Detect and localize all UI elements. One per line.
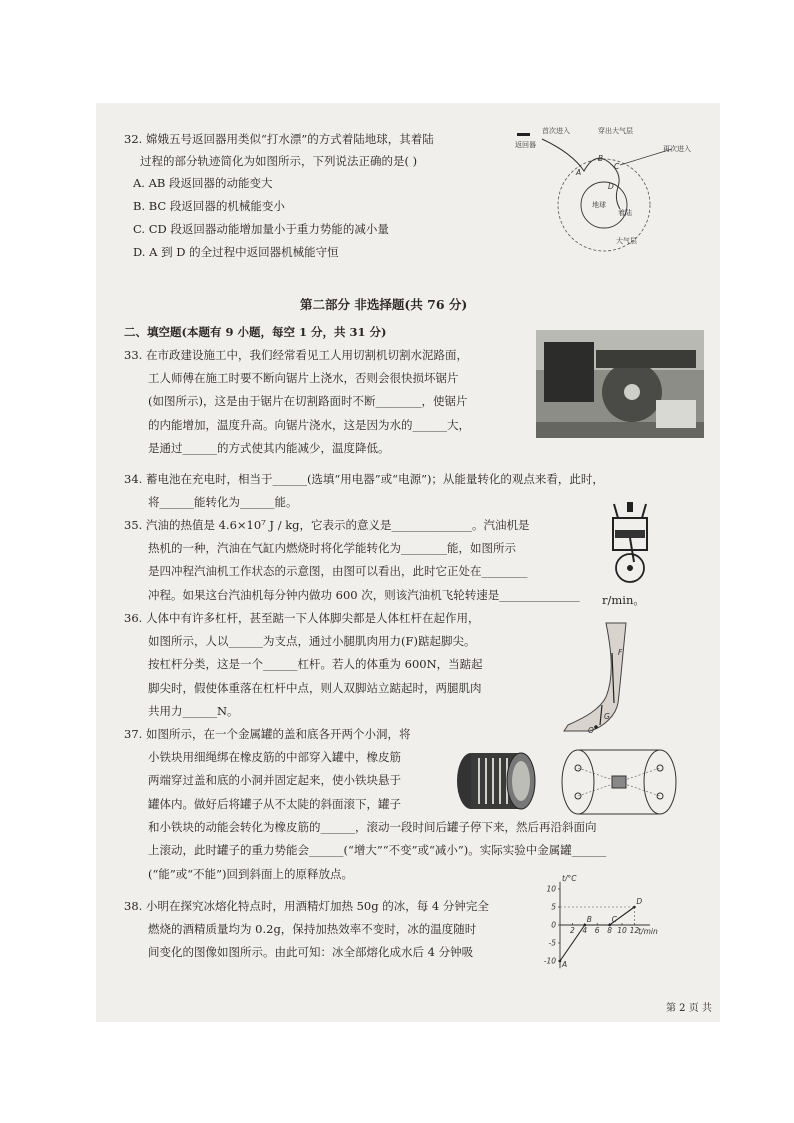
- label-earth: 地球: [592, 201, 606, 209]
- x-tick-label: 12: [629, 926, 640, 935]
- label-first-entry: 首次进入: [542, 127, 570, 135]
- y-tick-label: 0: [551, 920, 556, 930]
- point-a-label: A: [562, 960, 568, 969]
- point-a-mark: [559, 960, 562, 963]
- q33-line2: 工人师傅在施工时要不断向锯片上浇水，否则会很快损坏锯片: [148, 371, 459, 385]
- section-fill-in-title: 二、填空题(本题有 9 小题，每空 1 分，共 31 分): [124, 325, 387, 339]
- point-b-mark: [584, 924, 587, 927]
- x-tick-label: 8: [607, 926, 612, 935]
- label-atmosphere: 大气层: [616, 237, 637, 245]
- q37-line5: 和小铁块的动能会转化为橡皮筋的______，滚动一段时间后罐子停下来，然后再沿斜面向: [148, 820, 597, 834]
- label-exit-atmosphere: 穿出大气层: [598, 127, 633, 135]
- tiptoe-foot-figure: [556, 623, 646, 735]
- y-axis-label: t/°C: [562, 874, 577, 884]
- q32-option-c: C. CD 段返回器动能增加量小于重力势能的减小量: [133, 222, 389, 236]
- q38-line3: 间变化的图像如图所示。由此可知：冰全部熔化成水后 4 分钟吸: [148, 945, 474, 959]
- x-tick-label: 2: [570, 926, 575, 935]
- q36-line2: 如图所示，人以______为支点，通过小腿肌肉用力(F)踮起脚尖。: [148, 634, 476, 648]
- q37-line7: (“能”或“不能”)回到斜面上的原释放点。: [148, 867, 353, 881]
- q35-line4: 冲程。如果这台汽油机每分钟内做功 600 次，则该汽油机飞轮转速是______________: [148, 588, 580, 602]
- ice-melting-chart: [534, 874, 658, 973]
- label-pivot-o: O: [588, 726, 594, 735]
- y-tick-label: 5: [551, 902, 556, 912]
- point-a: A: [576, 168, 582, 177]
- cutting-machine-photo: [536, 330, 704, 438]
- q32-stem-line2: 过程的部分轨迹简化为如图所示，下列说法正确的是( ): [140, 154, 418, 168]
- q37-line4: 罐体内。做好后将罐子从不太陡的斜面滚下，罐子: [148, 797, 401, 811]
- x-axis-label: t/min: [638, 927, 658, 936]
- y-tick-label: 10: [546, 884, 556, 894]
- q36-line3: 按杠杆分类，这是一个______杠杆。若人的体重为 600N，当踮起: [148, 657, 483, 671]
- label-reentry: 再次进入: [663, 145, 691, 153]
- metal-can-photo: [451, 746, 541, 816]
- label-force-f: F: [618, 648, 623, 657]
- point-d: D: [608, 182, 614, 191]
- q36-line5: 共用力______N。: [148, 704, 239, 718]
- q37-line6: 上滚动，此时罐子的重力势能会______(“增大”“不变”或“减小”)。实际实验中金属罐______: [148, 843, 607, 857]
- x-tick-label: 4: [582, 926, 588, 935]
- point-b: B: [598, 154, 604, 163]
- q32-option-a: A. AB 段返回器的动能变大: [133, 176, 273, 190]
- engine-stroke-figure: [600, 496, 660, 588]
- q33-line3: (如图所示)，这是由于锯片在切割路面时不断________，使锯片: [148, 394, 468, 408]
- y-tick-label: -5: [548, 938, 556, 948]
- point-d-mark: [633, 906, 636, 909]
- page-footer: 第 2 页 共: [666, 1003, 712, 1014]
- x-tick-label: 10: [617, 926, 627, 935]
- q32-option-d: D. A 到 D 的全过程中返回器机械能守恒: [133, 245, 339, 259]
- q32-option-b: B. BC 段返回器的机械能变小: [133, 199, 285, 213]
- q37-line2: 小铁块用细绳绑在橡皮筋的中部穿入罐中，橡皮筋: [148, 750, 401, 764]
- point-c-mark: [608, 924, 611, 927]
- y-tick-label: -10: [543, 956, 556, 966]
- point-d-label: D: [636, 897, 643, 906]
- reentry-trajectory-figure: [512, 125, 712, 253]
- x-tick-label: 6: [594, 926, 600, 935]
- q34-line2: 将______能转化为______能。: [148, 495, 298, 509]
- label-capsule: 返回器: [515, 141, 536, 149]
- point-c-label: C: [611, 915, 617, 924]
- q35-line3: 是四冲程汽油机工作状态的示意图，由图可以看出，此时它正处在________: [148, 564, 528, 578]
- point-c: C: [614, 162, 620, 171]
- q38-line1: 38. 小明在探究冰熔化特点时，用酒精灯加热 50g 的冰，每 4 分钟完全: [124, 899, 489, 913]
- q38-line2: 燃烧的酒精质量均为 0.2g，保持加热效率不变时，冰的温度随时: [148, 922, 477, 936]
- q37-line1: 37. 如图所示，在一个金属罐的盖和底各开两个小洞，将: [124, 727, 411, 741]
- q35-line1: 35. 汽油的热值是 4.6×10⁷ J / kg，它表示的意义是______________。汽油机是: [124, 518, 530, 532]
- q32-stem-line1: 32. 嫦娥五号返回器用类似“打水漂”的方式着陆地球，其着陆: [124, 132, 434, 146]
- point-b-label: B: [586, 915, 592, 924]
- q36-line1: 36. 人体中有许多杠杆，甚至踮一下人体脚尖都是人体杠杆在起作用，: [124, 611, 480, 625]
- q33-line4: 的内能增加，温度升高。向锯片浇水，这是因为水的______大，: [148, 418, 470, 432]
- can-diagram: [552, 746, 688, 818]
- q36-line4: 脚尖时，假使体重落在杠杆中点，则人双脚站立踮起时，两腿肌肉: [148, 681, 482, 695]
- capsule-icon: [517, 133, 530, 136]
- q33-line5: 是通过______的方式使其内能减少，温度降低。: [148, 441, 390, 455]
- q33-line1: 33. 在市政建设施工中，我们经常看见工人用切割机切割水泥路面，: [124, 348, 468, 362]
- exam-page: [96, 103, 720, 1022]
- part-two-title: 第二部分 非选择题(共 76 分): [300, 297, 468, 312]
- label-landing: 着陆: [618, 209, 632, 217]
- q37-line3: 两端穿过盖和底的小洞并固定起来，使小铁块悬于: [148, 773, 401, 787]
- q35-unit: r/min。: [602, 593, 645, 607]
- q34-line1: 34. 蓄电池在充电时，相当于______(选填“用电器”或“电源”)；从能量转化的观点来看，此时，: [124, 472, 604, 486]
- label-gravity-g: G: [604, 712, 610, 721]
- q35-line2: 热机的一种，汽油在气缸内燃烧时将化学能转化为________能，如图所示: [148, 541, 516, 555]
